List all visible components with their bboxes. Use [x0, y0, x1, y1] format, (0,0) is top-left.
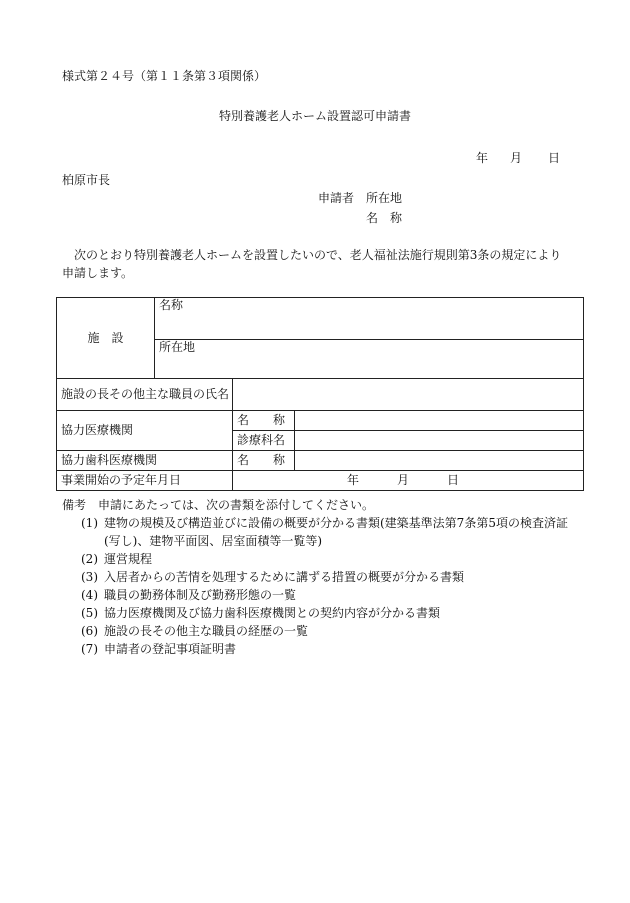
medical-label-cell	[57, 411, 233, 451]
note-text: 建物の規模及び構造並びに設備の概要が分かる書類(建築基準法第7条第5項の検査済証	[104, 516, 568, 530]
facility-label-cell	[57, 298, 155, 379]
facility-location-label: 所在地	[159, 340, 196, 354]
medical-name-field[interactable]	[295, 411, 584, 431]
note-item	[62, 622, 592, 640]
addressee: 柏原市長	[62, 173, 111, 187]
medical-dept-field[interactable]	[295, 431, 584, 451]
start-day: 日	[446, 473, 459, 487]
date-day: 日	[548, 151, 561, 165]
dental-label: 協力歯科医療機関	[61, 453, 158, 467]
intro-paragraph	[62, 246, 582, 282]
note-number: (3)	[81, 570, 98, 584]
applicant-name-label: 名 称	[366, 211, 403, 225]
note-text: 申請者の登記事項証明書	[104, 642, 237, 656]
medical-name-label: 名 称	[237, 413, 286, 427]
page-title: 特別養護老人ホーム設置認可申請書	[218, 109, 411, 123]
applicant-location-label: 所在地	[366, 191, 403, 205]
start-year: 年	[346, 473, 359, 487]
note-item	[62, 640, 592, 658]
dental-name-label-cell	[233, 451, 295, 471]
medical-label: 協力医療機関	[61, 423, 134, 437]
note-item	[62, 568, 592, 586]
facility-name-label: 名称	[159, 298, 184, 312]
notes-section	[62, 496, 592, 658]
dental-name-label: 名 称	[237, 453, 286, 467]
intro-line-1: 次のとおり特別養護老人ホームを設置したいので、老人福祉法施行規則第3条の規定により	[74, 248, 562, 262]
medical-dept-label: 診療科名	[237, 433, 286, 447]
note-item	[62, 586, 592, 604]
date-month: 月	[510, 151, 523, 165]
note-item	[62, 604, 592, 622]
note-item	[62, 514, 592, 532]
start-date-label: 事業開始の予定年月日	[61, 473, 182, 487]
note-number: (4)	[81, 588, 98, 602]
form-number: 様式第２４号（第１１条第３項関係）	[62, 69, 267, 83]
director-names-field[interactable]	[233, 379, 584, 411]
note-number: (2)	[81, 552, 98, 566]
application-table	[56, 297, 584, 491]
note-number: (1)	[81, 516, 98, 530]
date-year: 年	[476, 151, 489, 165]
note-text: 入居者からの苦情を処理するために講ずる措置の概要が分かる書類	[104, 570, 465, 584]
director-label: 施設の長その他主な職員の氏名	[61, 387, 230, 401]
note-text: 職員の勤務体制及び勤務形態の一覧	[104, 588, 297, 602]
medical-name-label-cell	[233, 411, 295, 431]
note-text: 施設の長その他主な職員の経歴の一覧	[104, 624, 309, 638]
start-month: 月	[396, 473, 409, 487]
start-date-field[interactable]	[233, 471, 584, 491]
dental-name-field[interactable]	[295, 451, 584, 471]
director-label-cell	[57, 379, 233, 411]
notes-heading: 備考 申請にあたっては、次の書類を添付してください。	[62, 498, 375, 512]
note-item	[62, 550, 592, 568]
dental-label-cell	[57, 451, 233, 471]
intro-line-2: 申請します。	[62, 266, 134, 280]
facility-location-field[interactable]	[155, 340, 584, 379]
facility-name-field[interactable]	[155, 298, 584, 340]
applicant-label: 申請者	[318, 191, 355, 205]
note-number: (7)	[81, 642, 98, 656]
facility-label: 施 設	[87, 330, 124, 345]
note-number: (5)	[81, 606, 98, 620]
start-date-label-cell	[57, 471, 233, 491]
medical-dept-label-cell	[233, 431, 295, 451]
note-text: 運営規程	[104, 552, 153, 566]
note-item-continuation: (写し)、建物平面図、居室面積等一覧等)	[104, 534, 323, 548]
note-text: 協力医療機関及び協力歯科医療機関との契約内容が分かる書類	[104, 606, 441, 620]
note-number: (6)	[81, 624, 98, 638]
